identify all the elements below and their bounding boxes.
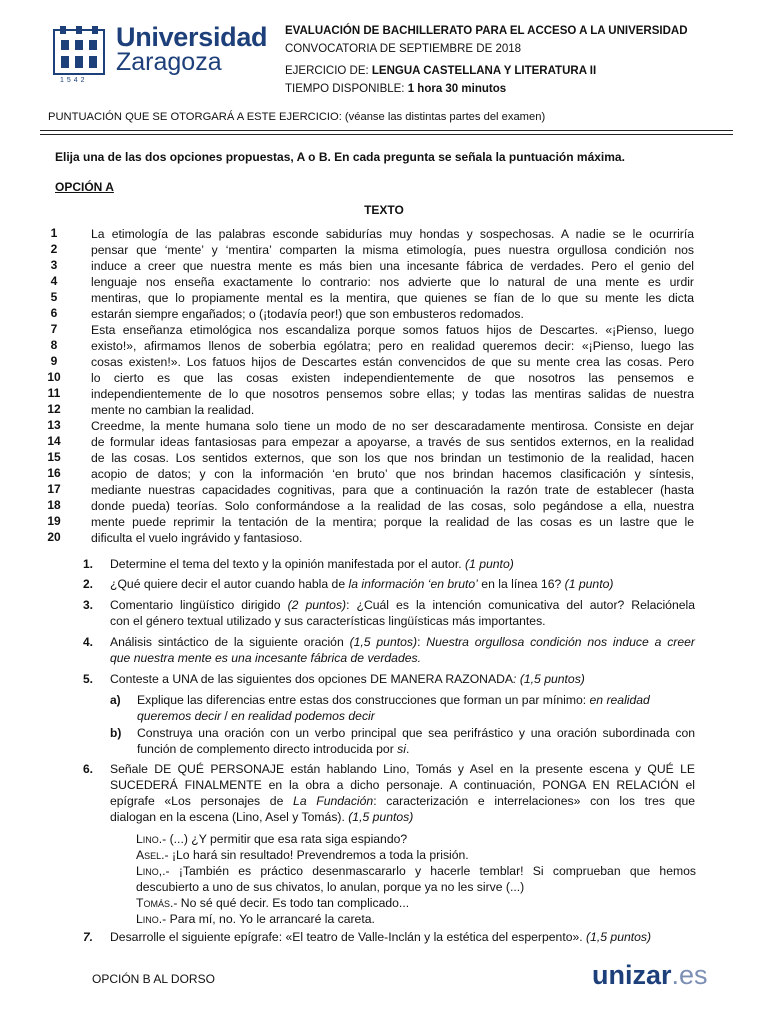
question-text: : caracterización e interrelaciones» con los tres que xyxy=(373,794,696,808)
question-text: Determine el tema del texto y la opinión manifestada por el autor. xyxy=(110,557,465,571)
line-number: 17 xyxy=(47,482,61,496)
question-number: 3. xyxy=(83,598,94,612)
question-4-line-2 xyxy=(110,651,421,665)
line-number: 20 xyxy=(47,530,61,544)
question-quote: la información ‘en bruto’ xyxy=(348,577,478,591)
text-line: induce a creer que nuestra mente es más bien una incesante fábrica de verdades. Pero el genio del xyxy=(91,259,694,273)
founding-year: 1542 xyxy=(60,77,88,84)
text-line: Esta enseñanza etimológica nos escandaliza porque somos fatuos hijos de Descartes. «¡Pienso, luego xyxy=(91,323,694,337)
text-line: Creedme, la mente humana solo tiene un modo de no ser descaradamente mentirosa. Consiste en dejar xyxy=(91,419,694,433)
convocatoria: CONVOCATORIA DE SEPTIEMBRE DE 2018 xyxy=(285,43,522,55)
question-6-line-2: SUCEDERÁ FINALMENTE en la obra a dicho personaje. A continuación, PONGA EN RELACIÓN el xyxy=(110,778,695,792)
question-6-line-4 xyxy=(110,810,413,824)
ejercicio-line xyxy=(285,65,596,77)
line-number: 5 xyxy=(50,290,58,304)
question-number: 2. xyxy=(83,577,94,591)
line-number: 3 xyxy=(50,258,58,272)
unizar-logo xyxy=(592,960,708,991)
text-line: mente puede reprimir la tentación de la mentira; porque la realidad de las cosas es un lastre que le xyxy=(91,515,694,529)
instructions: Elija una de las dos opciones propuestas, A o B. En cada pregunta se señala la puntuación máxima. xyxy=(55,150,625,164)
dialogue-text: .- ¡Lo hará sin resultado! Prevendremos a toda la prisión. xyxy=(161,848,469,862)
question-number: 7. xyxy=(83,930,94,944)
question-points: (1 punto) xyxy=(564,577,614,591)
question-sentence: que nuestra mente es una incesante fábrica de verdades. xyxy=(110,651,421,665)
dialogue-text: .- (...) ¿Y permitir que esa rata siga espiando? xyxy=(158,832,408,846)
question-1 xyxy=(110,557,514,571)
text-line: La etimología de las palabras esconde sabidurías muy hondas y sospechosas. A nadie se le ocurriría xyxy=(91,227,694,241)
speaker-name: Lino xyxy=(136,832,159,846)
question-points: : (1,5 puntos) xyxy=(513,672,585,686)
text-line: lo cierto es que las cosas existen independientemente de que nosotros las pensemos e xyxy=(91,371,694,385)
text-line: acopio de datos; y con la información ‘en bruto’ que nos brindan hacemos clasificación y síntesis, xyxy=(91,467,694,481)
exam-title: EVALUACIÓN DE BACHILLERATO PARA EL ACCESO A LA UNIVERSIDAD xyxy=(285,25,688,37)
subquestion-a-line-2 xyxy=(137,709,375,723)
question-number: 1. xyxy=(83,557,94,571)
university-name: Universidad xyxy=(116,22,268,52)
brand-name: unizar xyxy=(592,960,672,990)
question-text: Conteste a UNA de las siguientes dos opciones DE MANERA RAZONADA xyxy=(110,672,514,686)
line-number: 19 xyxy=(47,514,61,528)
question-phrase: en realidad xyxy=(589,693,650,707)
university-city: Zaragoza xyxy=(116,48,222,76)
question-7 xyxy=(110,930,651,944)
ejercicio-value: LENGUA CASTELLANA Y LITERATURA II xyxy=(371,65,597,77)
text-line: donde pueda) teorías. Solo conformándose a la realidad de las cosas, solo pegándose a ella, nuestra xyxy=(91,499,694,513)
question-points: (1,5 puntos) xyxy=(348,810,414,824)
dialogue-line xyxy=(136,912,696,926)
question-text: Comentario lingüístico dirigido xyxy=(110,598,288,612)
question-text: : xyxy=(417,635,427,649)
speaker-name: Asel xyxy=(136,848,162,862)
next-page-note: OPCIÓN B AL DORSO xyxy=(92,972,215,986)
header-divider-second xyxy=(40,134,733,135)
subquestion-b-line-2: función de complemento directo introducida por si. xyxy=(137,742,410,756)
line-number: 13 xyxy=(47,418,61,432)
dialogue-text: .- Para mí, no. Yo le arrancaré la careta. xyxy=(158,912,375,926)
speaker-name: Tomás xyxy=(136,896,170,910)
question-text: Análisis sintáctico de la siguiente oración xyxy=(110,635,350,649)
question-3 xyxy=(110,598,695,612)
dialogue-line xyxy=(136,896,696,910)
speaker-name: Lino xyxy=(136,912,159,926)
tiempo-line xyxy=(285,83,506,95)
university-emblem-icon xyxy=(52,24,106,84)
question-2 xyxy=(110,577,613,591)
text-line: independientemente de lo que nosotros pensemos sobre ellas; y todas las mentiras salidas de nuestra xyxy=(91,387,694,401)
tiempo-label: TIEMPO DISPONIBLE: xyxy=(285,83,408,95)
line-number: 4 xyxy=(50,274,58,288)
line-number: 8 xyxy=(50,338,58,352)
brand-suffix: .es xyxy=(671,960,708,990)
question-4 xyxy=(110,635,695,649)
question-text: ¿Qué quiere decir el autor cuando habla de xyxy=(110,577,349,591)
question-phrase: en realidad podemos decir xyxy=(231,709,375,723)
text-line: estarán siempre engañados; o (¡todavía peor!) que son embusteros redomados. xyxy=(91,307,524,321)
question-number: 4. xyxy=(83,635,94,649)
line-number: 6 xyxy=(50,306,58,320)
subquestion-a xyxy=(137,693,650,707)
question-5 xyxy=(110,672,585,686)
question-6-line-1: Señale DE QUÉ PERSONAJE están hablando Lino, Tomás y Asel en la presente escena y QUÉ LE xyxy=(110,762,695,776)
question-title: La Fundación xyxy=(293,794,374,808)
question-text: dialogan en la escena (Lino, Asel y Tomás). xyxy=(110,810,349,824)
dialogue-text: descubierto a uno de sus chivatos, lo anulan, porque ya no les sirve (...) xyxy=(136,880,525,894)
question-text: Explique las diferencias entre estas dos construcciones que forman un par mínimo: xyxy=(137,693,590,707)
question-word: si xyxy=(397,742,406,756)
question-6-line-3 xyxy=(110,794,695,808)
ejercicio-label: EJERCICIO DE: xyxy=(285,65,372,77)
question-text: epígrafe «Los personajes de xyxy=(110,794,294,808)
question-text: función de complemento directo introducida por xyxy=(137,742,398,756)
line-number: 10 xyxy=(47,370,61,384)
question-points: (1,5 puntos) xyxy=(586,930,652,944)
dialogue-text: ,.- ¡También es práctico desenmascararlo y hacerle temblar! Si comprueban que hemos xyxy=(158,864,696,878)
subquestion-b: Construya una oración con un verbo principal que sea perifrástico y una oración subordinada con xyxy=(137,726,695,740)
line-number: 15 xyxy=(47,450,61,464)
question-text: / xyxy=(221,709,232,723)
dialogue-text: .- No sé qué decir. Es todo tan complicado... xyxy=(169,896,410,910)
line-number: 14 xyxy=(47,434,61,448)
option-title: OPCIÓN A xyxy=(55,180,114,194)
line-number: 1 xyxy=(50,226,58,240)
line-number: 2 xyxy=(50,242,58,256)
line-number: 9 xyxy=(50,354,58,368)
puntuacion-note: PUNTUACIÓN QUE SE OTORGARÁ A ESTE EJERCICIO: (véanse las distintas partes del examen) xyxy=(48,111,546,123)
text-line: de las cosas. Los sentidos externos, que son los que nos brindan un testimonio de la realidad, hacen xyxy=(91,451,694,465)
speaker-name: Lino xyxy=(136,864,159,878)
question-text: : ¿Cuál es la intención comunicativa del autor? Relaciónela xyxy=(346,598,695,612)
dialogue-line xyxy=(136,864,696,878)
text-line: pensar que ‘mente’ y ‘mentira’ comparten la misma etimología, pues nuestra orgullosa condición nos xyxy=(91,243,694,257)
text-line: de formular ideas fantasiosas para empezar a apoyarse, a través de sus sentidos externos, en la realidad xyxy=(91,435,694,449)
text-heading: TEXTO xyxy=(364,203,404,217)
line-number: 7 xyxy=(50,322,58,336)
text-line: lenguaje nos enseña exactamente lo contrario: nos advierte que lo natural de una mente es urdir xyxy=(91,275,694,289)
text-line: dificulta el vuelo ingrávido y fantasioso. xyxy=(91,531,303,545)
text-line: cosas existen!». Los fatuos hijos de Descartes están convencidos de que su mente crea las cosas. Pero xyxy=(91,355,694,369)
text-line: mediante nuestras capacidades cognitivas, para que a continuación la razón trate de establecer (hasta xyxy=(91,483,694,497)
question-number: 6. xyxy=(83,762,94,776)
text-line: mente no cambian la realidad. xyxy=(91,403,255,417)
subquestion-label: b) xyxy=(110,726,122,740)
header-divider xyxy=(40,130,733,131)
line-number: 18 xyxy=(47,498,61,512)
text-line: mentiras, que lo propiamente mental es la mentira, que quienes se fían de lo que su mente les dicta xyxy=(91,291,694,305)
question-sentence: Nuestra orgullosa condición nos induce a creer xyxy=(426,635,695,649)
question-points: (1,5 puntos) xyxy=(349,635,418,649)
text-line: existo!», afirmamos llenos de soberbia ególatra; pero en realidad queremos decir: «¡Pienso, luego las xyxy=(91,339,694,353)
question-text: Desarrolle el siguiente epígrafe: «El teatro de Valle-Inclán y la estética del esperpento». xyxy=(110,930,587,944)
question-3-line-2: con el género textual utilizado y sus características lingüísticas más importantes. xyxy=(110,614,546,628)
dialogue-line xyxy=(136,848,696,862)
question-number: 5. xyxy=(83,672,94,686)
dialogue-line xyxy=(136,880,696,894)
question-phrase: queremos decir xyxy=(137,709,221,723)
line-number: 11 xyxy=(47,386,61,400)
question-points: (1 punto) xyxy=(465,557,514,571)
tiempo-value: 1 hora 30 minutos xyxy=(407,83,507,95)
question-points: (2 puntos) xyxy=(287,598,347,612)
line-number: 16 xyxy=(47,466,61,480)
line-number: 12 xyxy=(47,402,61,416)
question-text: en la línea 16? xyxy=(477,577,565,591)
subquestion-label: a) xyxy=(110,693,121,707)
dialogue-line xyxy=(136,832,696,846)
